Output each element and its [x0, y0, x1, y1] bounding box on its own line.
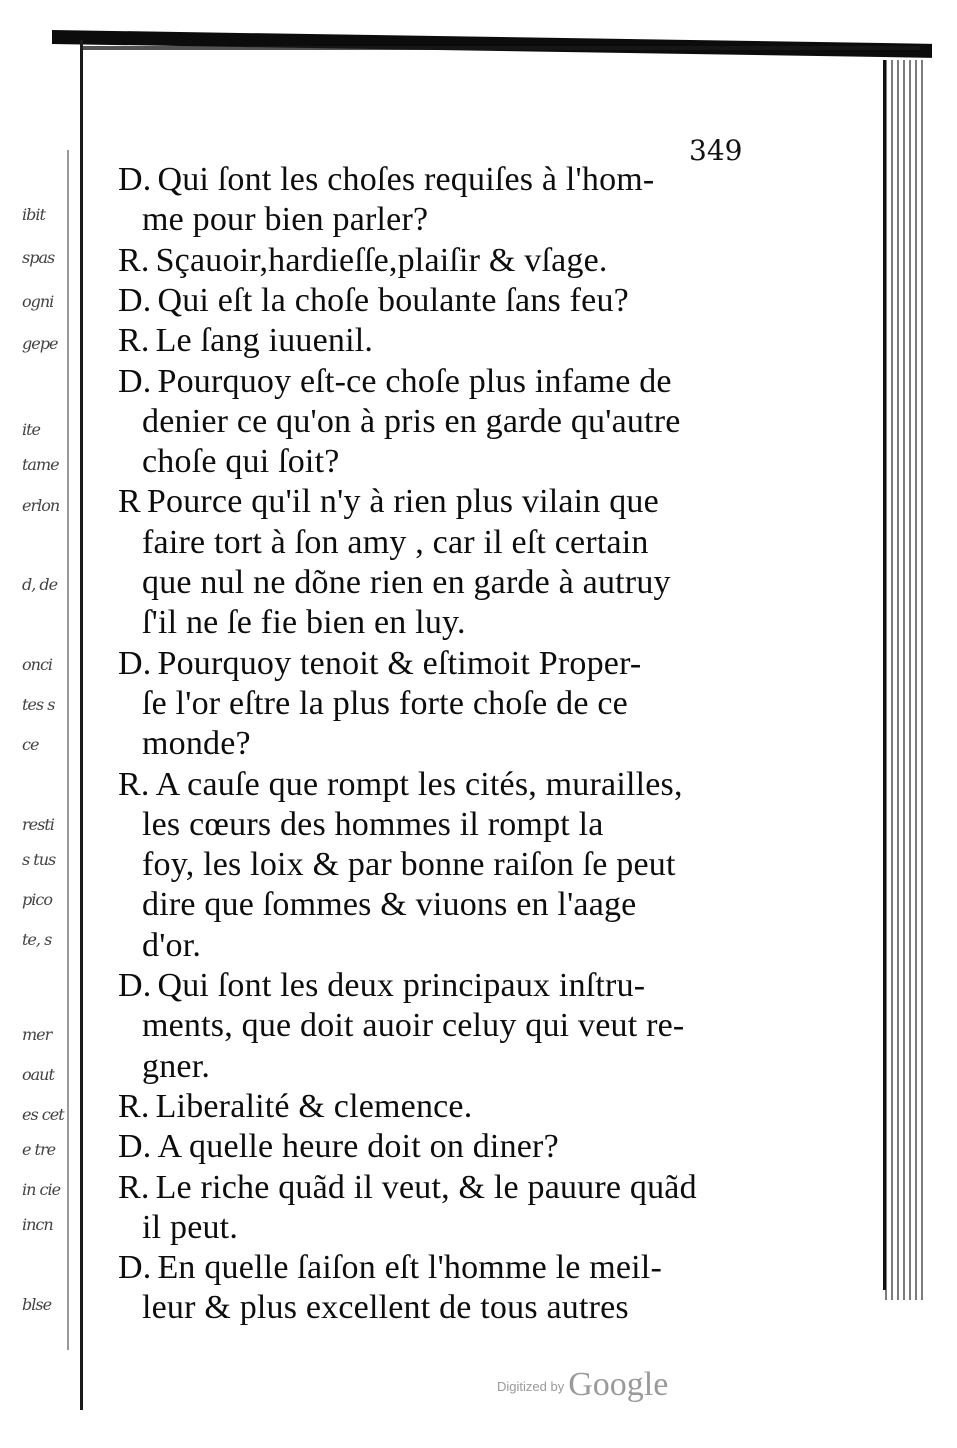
text-line [142, 684, 628, 724]
line-text: les cœurs des hommes il rompt la [142, 805, 604, 843]
text-line [118, 1127, 559, 1167]
line-text: A quelle heure doit on diner? [157, 1128, 559, 1166]
line-text: foy, les loix & par bonne raiſon ſe peut [142, 846, 676, 884]
line-text: Pource qu'il n'y à rien plus vilain que [146, 483, 659, 521]
line-text: En quelle ſaiſon eſt l'homme le meil- [157, 1249, 662, 1287]
line-text: denier ce qu'on à pris en garde qu'autre [142, 402, 681, 440]
text-line [142, 563, 671, 603]
digitization-watermark [497, 1366, 668, 1404]
bleed-fragment: erlon [22, 496, 60, 515]
line-text: d'or. [142, 926, 202, 964]
page-gutter-line [80, 40, 83, 1410]
text-line [118, 160, 654, 200]
text-line [118, 482, 659, 522]
bleed-fragment: gepe [22, 334, 58, 353]
line-text: Pourquoy tenoit & eſtimoit Proper- [157, 644, 642, 682]
line-text: ſe l'or eſtre la plus forte choſe de ce [142, 684, 628, 722]
line-text: faire tort à ſon amy , car il eſt certain [142, 523, 649, 561]
line-text: Qui eſt la choſe boulante ſans feu? [157, 281, 629, 319]
text-line [142, 442, 340, 482]
bleed-fragment: incn [22, 1215, 53, 1234]
text-line [142, 200, 428, 240]
line-text: gner. [142, 1047, 211, 1085]
text-line [142, 1208, 238, 1248]
bleed-fragment: pico [22, 890, 52, 909]
line-text: Qui ſont les choſes requiſes à l'hom- [157, 161, 655, 198]
line-text: leur & plus excellent de tous autres [142, 1289, 629, 1327]
page-right-edge-line [883, 60, 886, 1290]
line-text: ments, que doit auoir celuy qui veut re- [142, 1007, 685, 1045]
text-line [142, 926, 201, 966]
bleed-fragment: in cie [22, 1180, 61, 1199]
text-line [142, 1288, 629, 1328]
line-text: choſe qui ſoit? [142, 443, 340, 481]
page-right-edge [885, 60, 925, 1300]
bleed-fragment: resti [22, 815, 54, 834]
speaker-marker: R. [118, 765, 150, 803]
digitized-by-label: Digitized by [497, 1379, 565, 1394]
speaker-marker: D. [118, 362, 152, 400]
text-line [118, 362, 672, 402]
text-line [118, 1087, 472, 1127]
line-text: Pourquoy eſt-ce choſe plus infame de [157, 362, 672, 400]
bleed-fragment: ogni [22, 292, 54, 311]
speaker-marker: R. [118, 1087, 150, 1125]
text-line [118, 1168, 697, 1208]
bleed-fragment: es cet [22, 1105, 64, 1124]
page-top-edge-shadow [80, 46, 920, 50]
line-text: que nul ne dõne rien en garde à autruy [142, 564, 671, 601]
line-text: dire que ſommes & viuons en l'aage [142, 886, 637, 924]
line-text: me pour bien parler? [142, 201, 429, 239]
google-wordmark: Google [568, 1366, 669, 1403]
text-line [142, 805, 604, 845]
speaker-marker: D. [118, 1128, 152, 1166]
text-line [142, 845, 676, 885]
text-line [142, 1006, 684, 1046]
page-number: 349 [689, 134, 743, 167]
bleed-fragment: tes s [22, 695, 55, 714]
speaker-marker: R. [118, 322, 150, 360]
text-line [142, 724, 251, 764]
line-text: il peut. [142, 1208, 239, 1246]
text-line [142, 885, 636, 925]
line-text: monde? [142, 725, 251, 763]
line-text: Liberalité & clemence. [155, 1087, 473, 1125]
text-line [118, 966, 645, 1006]
text-line [118, 765, 683, 805]
bleed-fragment: blse [22, 1295, 52, 1314]
bleed-fragment: onci [22, 655, 53, 674]
bleed-fragment: oaut [22, 1065, 54, 1084]
bleed-fragment: mer [22, 1025, 52, 1044]
line-text: A cauſe que rompt les cités, murailles, [155, 765, 683, 803]
speaker-marker: D. [118, 644, 152, 682]
text-line [118, 1248, 662, 1288]
text-line [142, 603, 466, 643]
text-line [142, 402, 681, 442]
line-text: Sçauoir,hardieſſe,plaiſir & vſage. [155, 241, 608, 279]
speaker-marker: R. [118, 241, 150, 279]
bleed-fragment: spas [22, 248, 55, 267]
speaker-marker: D. [118, 161, 152, 198]
speaker-marker: R. [118, 1168, 150, 1206]
text-line [118, 644, 641, 684]
text-line [118, 281, 629, 321]
bleed-fragment: ibit [22, 205, 45, 224]
text-line [118, 241, 608, 281]
line-text: Le riche quãd il veut, & le pauure quãd [155, 1168, 697, 1206]
bleed-fragment: d, de [22, 575, 58, 594]
bleed-fragment: tame [22, 455, 59, 474]
text-line [142, 523, 649, 563]
line-text: ſ'il ne ſe fie bien en luy. [142, 604, 466, 642]
bleed-fragment: s tus [22, 850, 56, 869]
speaker-marker: D. [118, 281, 152, 319]
line-text: Le ſang iuuenil. [155, 322, 374, 360]
page-top-edge [52, 30, 932, 58]
speaker-marker: D. [118, 967, 152, 1004]
speaker-marker: D. [118, 1249, 152, 1287]
bleed-fragment: ce [22, 735, 39, 754]
text-line [142, 1047, 210, 1087]
bleed-fragment: e tre [22, 1140, 56, 1159]
text-line [118, 321, 373, 361]
bleed-fragment: ite [22, 420, 41, 439]
speaker-marker: R [118, 483, 141, 521]
bleed-fragment: te, s [22, 930, 52, 949]
line-text: Qui ſont les deux principaux inſtru- [157, 967, 646, 1004]
